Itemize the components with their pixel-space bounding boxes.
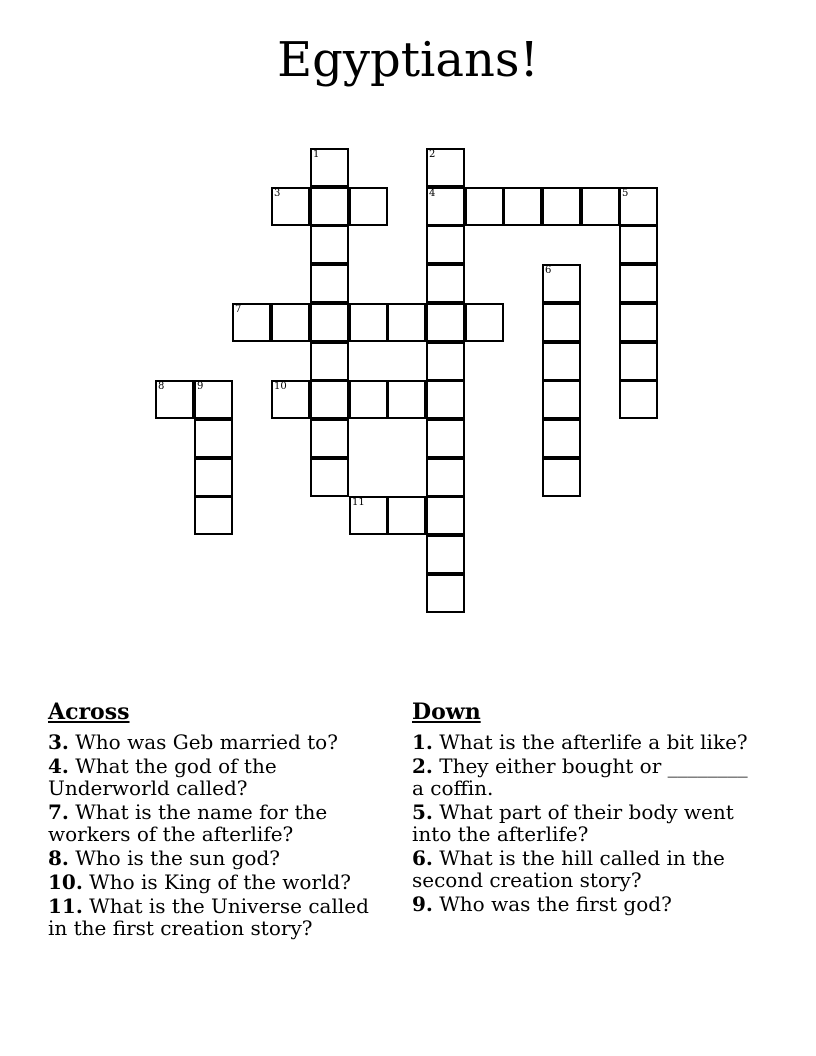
- clue-number: 1: [313, 149, 320, 160]
- grid-cell[interactable]: [426, 574, 465, 613]
- grid-cell[interactable]: [426, 225, 465, 264]
- clue-text: What the god of the Underworld called?: [48, 754, 277, 800]
- grid-cell[interactable]: [194, 419, 233, 458]
- grid-cell[interactable]: [503, 187, 542, 226]
- grid-cell[interactable]: [387, 496, 426, 535]
- grid-cell[interactable]: [619, 380, 658, 419]
- clue-text: Who is the sun god?: [68, 846, 280, 870]
- clue-number: 9: [197, 381, 204, 392]
- clue-number: 6.: [412, 846, 433, 870]
- clue-number: 1.: [412, 730, 433, 754]
- across-clue: [48, 871, 388, 893]
- clue-number: 3: [274, 188, 281, 199]
- grid-cell[interactable]: [271, 380, 310, 419]
- grid-cell[interactable]: [310, 264, 349, 303]
- clue-text: What is the hill called in the second creation story?: [412, 846, 725, 892]
- down-clue-list: [412, 731, 762, 915]
- clue-number: 9.: [412, 892, 433, 916]
- down-heading: Down: [412, 699, 481, 725]
- clue-number: 5: [622, 188, 629, 199]
- grid-cell[interactable]: [232, 303, 271, 342]
- clue-number: 2.: [412, 754, 433, 778]
- down-clue: [412, 755, 762, 799]
- clue-number: 3.: [48, 730, 69, 754]
- grid-cell[interactable]: [349, 187, 388, 226]
- grid-cell[interactable]: [426, 535, 465, 574]
- grid-cell[interactable]: [426, 496, 465, 535]
- down-clue: [412, 847, 762, 891]
- grid-cell[interactable]: [310, 187, 349, 226]
- clue-text: What is the name for the workers of the afterlife?: [48, 800, 328, 846]
- grid-cell[interactable]: [426, 458, 465, 497]
- clue-text: They either bought or ________ a coffin.: [412, 754, 748, 800]
- grid-cell[interactable]: [542, 342, 581, 381]
- down-clue: [412, 893, 762, 915]
- across-clue: [48, 847, 388, 869]
- grid-cell[interactable]: [619, 187, 658, 226]
- clue-number: 10.: [48, 870, 83, 894]
- down-clue: [412, 731, 762, 753]
- grid-cell[interactable]: [542, 264, 581, 303]
- clue-text: What is the afterlife a bit like?: [432, 730, 748, 754]
- grid-cell[interactable]: [426, 264, 465, 303]
- across-clue-list: [48, 731, 388, 939]
- grid-cell[interactable]: [619, 303, 658, 342]
- grid-cell[interactable]: [349, 496, 388, 535]
- grid-cell[interactable]: [619, 342, 658, 381]
- across-heading: Across: [48, 699, 130, 725]
- grid-cell[interactable]: [581, 187, 620, 226]
- grid-cell[interactable]: [426, 419, 465, 458]
- grid-cell[interactable]: [426, 148, 465, 187]
- across-clue: [48, 801, 388, 845]
- clue-number: 7.: [48, 800, 69, 824]
- grid-cell[interactable]: [465, 187, 504, 226]
- clue-number: 11.: [48, 894, 83, 918]
- grid-cell[interactable]: [542, 419, 581, 458]
- grid-cell[interactable]: [619, 225, 658, 264]
- grid-cell[interactable]: [310, 380, 349, 419]
- clue-number: 5.: [412, 800, 433, 824]
- clue-number: 4.: [48, 754, 69, 778]
- grid-cell[interactable]: [349, 303, 388, 342]
- down-clue: [412, 801, 762, 845]
- across-clue: [48, 895, 388, 939]
- across-clue: [48, 755, 388, 799]
- grid-cell[interactable]: [271, 303, 310, 342]
- grid-cell[interactable]: [426, 380, 465, 419]
- grid-cell[interactable]: [426, 342, 465, 381]
- grid-cell[interactable]: [619, 264, 658, 303]
- clue-text: What is the Universe called in the first creation story?: [48, 894, 369, 940]
- clue-number: 7: [235, 304, 242, 315]
- grid-cell[interactable]: [426, 187, 465, 226]
- grid-cell[interactable]: [310, 342, 349, 381]
- grid-cell[interactable]: [349, 380, 388, 419]
- grid-cell[interactable]: [426, 303, 465, 342]
- across-clues: [48, 701, 388, 941]
- clue-number: 11: [352, 497, 365, 508]
- down-clues: [412, 701, 762, 917]
- clue-number: 6: [545, 265, 552, 276]
- grid-cell[interactable]: [542, 380, 581, 419]
- grid-cell[interactable]: [465, 303, 504, 342]
- clue-text: Who is King of the world?: [82, 870, 351, 894]
- grid-cell[interactable]: [387, 380, 426, 419]
- grid-cell[interactable]: [387, 303, 426, 342]
- clue-number: 8.: [48, 846, 69, 870]
- grid-cell[interactable]: [194, 496, 233, 535]
- clue-text: What part of their body went into the afterlife?: [412, 800, 734, 846]
- grid-cell[interactable]: [271, 187, 310, 226]
- grid-cell[interactable]: [542, 187, 581, 226]
- clue-text: Who was the first god?: [432, 892, 672, 916]
- grid-cell[interactable]: [310, 419, 349, 458]
- clue-text: Who was Geb married to?: [68, 730, 338, 754]
- grid-cell[interactable]: [310, 303, 349, 342]
- grid-cell[interactable]: [155, 380, 194, 419]
- clue-number: 8: [158, 381, 165, 392]
- clue-number: 10: [274, 381, 287, 392]
- clue-number: 4: [429, 188, 436, 199]
- grid-cell[interactable]: [194, 458, 233, 497]
- grid-cell[interactable]: [542, 303, 581, 342]
- across-clue: [48, 731, 388, 753]
- page-title: Egyptians!: [277, 32, 539, 88]
- grid-cell[interactable]: [310, 148, 349, 187]
- clue-number: 2: [429, 149, 436, 160]
- grid-cell[interactable]: [542, 458, 581, 497]
- grid-cell[interactable]: [310, 225, 349, 264]
- grid-cell[interactable]: [310, 458, 349, 497]
- grid-cell[interactable]: [194, 380, 233, 419]
